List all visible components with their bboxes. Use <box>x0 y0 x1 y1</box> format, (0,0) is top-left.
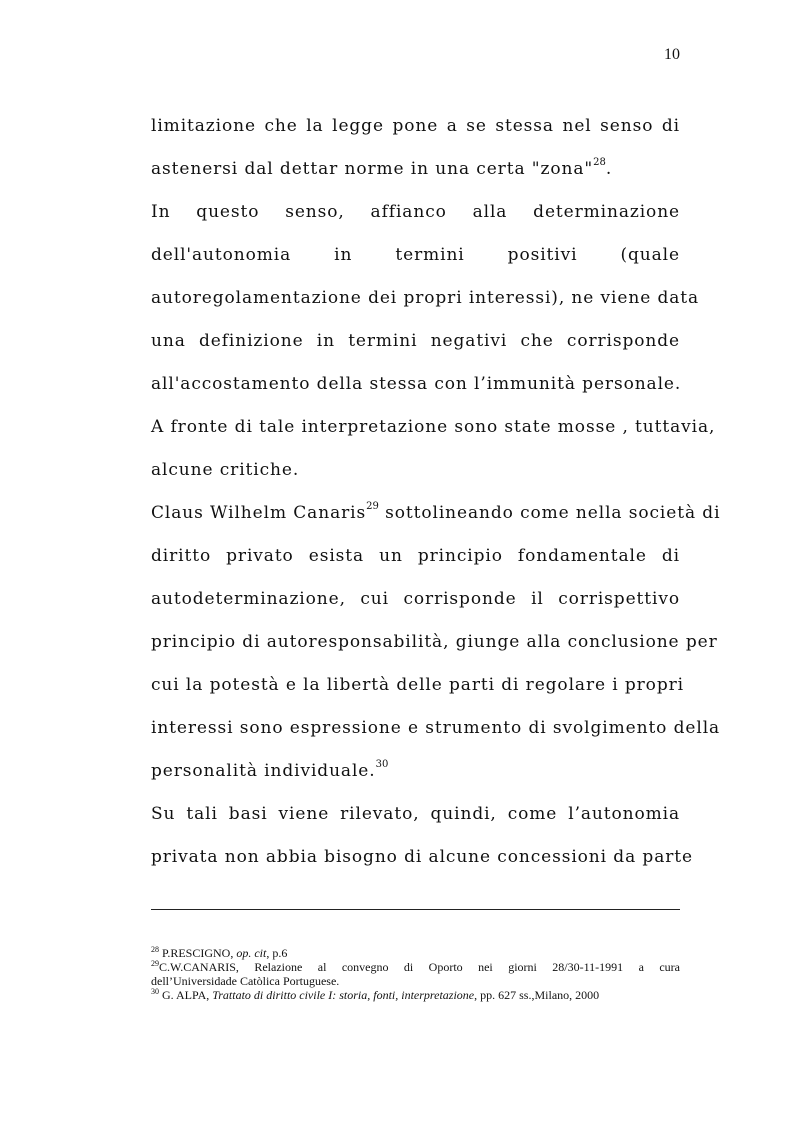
text-line <box>151 496 721 539</box>
footnote-ref-29[interactable]: 29 <box>366 501 379 512</box>
footnote-number: 28 <box>151 945 159 954</box>
footnote-28 <box>151 946 680 960</box>
text-line: alcune critiche. <box>151 460 300 480</box>
footnote-author: P.RESCIGNO, <box>159 946 237 960</box>
text-line: una definizione in termini negativi che corrisponde <box>151 331 680 351</box>
line-text: Claus Wilhelm Canaris <box>151 503 367 523</box>
footnote-detail: , p.6 <box>266 946 288 960</box>
footnote-title: Trattato di diritto civile I: storia, fonti, interpretazione <box>212 988 475 1002</box>
text-line: autoregolamentazione dei propri interessi), ne viene data <box>151 288 700 308</box>
footnote-separator <box>151 909 680 910</box>
text-line: all'accostamento della stessa con l’immunità personale. <box>151 374 682 394</box>
footnote-detail: , pp. 627 ss.,Milano, 2000 <box>474 988 600 1002</box>
footnote-number: 29 <box>151 959 159 968</box>
footnote-29-continued: dell’Universidade Catòlica Portuguese. <box>151 974 340 988</box>
text-line: privata non abbia bisogno di alcune concessioni da parte <box>151 847 693 867</box>
footnote-ref-28[interactable]: 28 <box>593 157 606 168</box>
text-line: cui la potestà e la libertà delle parti di regolare i propri <box>151 675 684 695</box>
text-line: diritto privato esista un principio fondamentale di <box>151 546 680 566</box>
text-line: principio di autoresponsabilità, giunge alla conclusione per <box>151 632 718 652</box>
text-line: dell'autonomia in termini positivi (quale <box>151 245 680 265</box>
footnotes <box>151 946 680 1002</box>
text-line <box>151 152 680 195</box>
text-line: A fronte di tale interpretazione sono state mosse , tuttavia, <box>151 417 716 437</box>
footnote-30 <box>151 988 680 1002</box>
text-line: limitazione che la legge pone a se stessa nel senso di <box>151 116 680 136</box>
footnote-number: 30 <box>151 987 159 996</box>
body-text <box>151 109 721 883</box>
text-line: In questo senso, affianco alla determinazione <box>151 202 680 222</box>
text-line <box>151 754 680 797</box>
footnote-29 <box>151 960 680 974</box>
footnote-title: op. cit <box>236 946 267 960</box>
line-text: astenersi dal dettar norme in una certa "zona" <box>151 159 594 179</box>
line-text-tail: sottolineando come nella società di <box>378 503 721 523</box>
footnote-author: G. ALPA, <box>159 988 213 1002</box>
line-text-tail: . <box>605 159 613 179</box>
text-line: interessi sono espressione e strumento di svolgimento della <box>151 718 721 738</box>
line-text: personalità individuale. <box>151 761 376 781</box>
text-line: Su tali basi viene rilevato, quindi, come l’autonomia <box>151 804 680 824</box>
footnote-text: C.W.CANARIS, Relazione al convegno di Oporto nei giorni 28/30-11-1991 a cura <box>159 960 680 974</box>
text-line: autodeterminazione, cui corrisponde il corrispettivo <box>151 589 680 609</box>
page-number: 10 <box>664 46 680 63</box>
footnote-ref-30[interactable]: 30 <box>375 759 389 770</box>
